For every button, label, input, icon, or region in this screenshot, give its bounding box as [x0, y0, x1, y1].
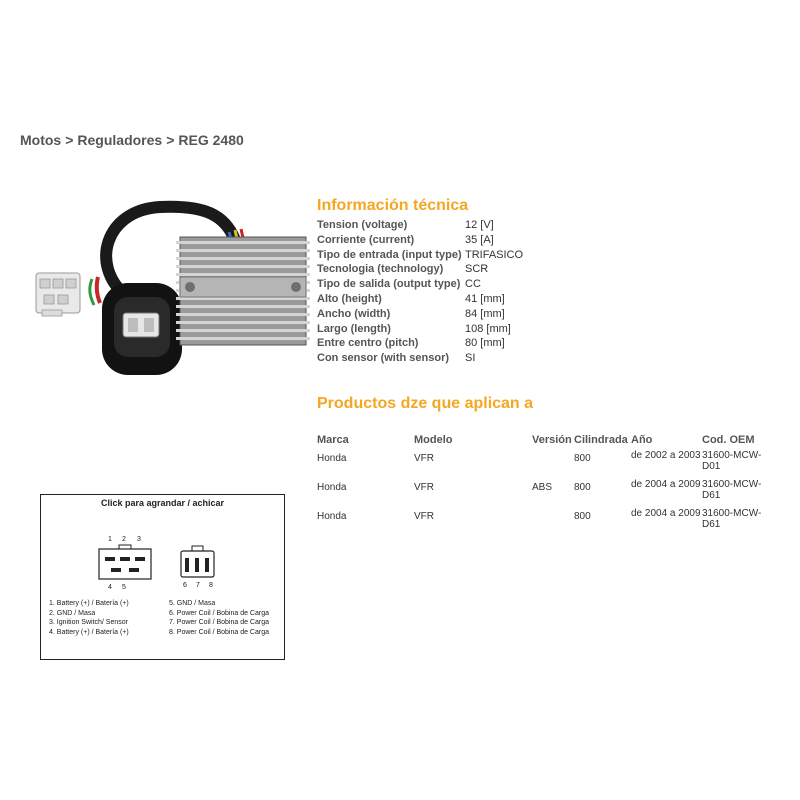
cell-version	[532, 508, 574, 537]
spec-label: Ancho (width)	[317, 307, 391, 320]
spec-label: Tension (voltage)	[317, 219, 408, 231]
spec-label: Corriente (current)	[317, 233, 415, 246]
spec-value: TRIFASICO	[465, 248, 524, 261]
cell-oem: 31600-MCW-D01	[702, 450, 762, 472]
cell-version	[532, 450, 574, 479]
product-image[interactable]	[30, 185, 315, 385]
cell-marca: Honda	[317, 482, 347, 493]
spec-value: 84 [mm]	[465, 307, 505, 320]
breadcrumb-motos[interactable]: Motos	[20, 132, 62, 148]
column-header: Año	[631, 434, 653, 446]
cell-cilindrada: 800	[574, 482, 591, 493]
heatsink-fin	[176, 257, 310, 260]
cell-anio: de 2002 a 2003	[631, 450, 701, 461]
cell-modelo: VFR	[414, 453, 434, 464]
spec-value: 80 [mm]	[465, 337, 505, 350]
pin-label: 4	[108, 584, 112, 591]
spec-row	[317, 277, 523, 292]
cell-anio: de 2004 a 2009	[631, 508, 701, 519]
legend-item: 8. Power Coil / Bobina de Carga	[169, 628, 269, 636]
cell-marca: Honda	[317, 511, 347, 522]
heatsink-fin	[176, 313, 310, 316]
spec-row	[317, 262, 523, 277]
cell-oem: 31600-MCW-D61	[702, 479, 762, 501]
spec-row	[317, 233, 523, 248]
spec-label: Entre centro (pitch)	[317, 337, 419, 350]
spec-row	[317, 248, 523, 263]
spec-value: 12 [V]	[465, 219, 494, 231]
breadcrumb-reguladores[interactable]: Reguladores	[77, 132, 163, 148]
spec-label: Con sensor (with sensor)	[317, 352, 450, 365]
cell-modelo: VFR	[414, 511, 434, 522]
diagram-caption[interactable]: Click para agrandar / achicar	[100, 498, 225, 508]
spec-value: CC	[465, 278, 481, 291]
legend-item: 4. Battery (+) / Batería (+)	[49, 628, 129, 636]
tech-info-title: Información técnica	[317, 197, 469, 214]
spec-label: Largo (length)	[317, 322, 391, 335]
column-header: Cilindrada	[574, 434, 628, 446]
legend-item: 6. Power Coil / Bobina de Carga	[169, 609, 269, 617]
pin-legend-left	[49, 599, 129, 637]
pin-label: 1	[108, 536, 112, 543]
table-row	[317, 450, 772, 479]
breadcrumb	[20, 132, 244, 148]
heatsink-fin	[176, 305, 310, 308]
heatsink-fin	[176, 329, 310, 332]
table-row	[317, 479, 772, 508]
heatsink-fin	[176, 297, 310, 300]
column-header: Marca	[317, 434, 349, 446]
legend-item: 2. GND / Masa	[49, 609, 96, 617]
spec-value: SCR	[465, 263, 489, 276]
pin-label: 6	[183, 582, 187, 589]
legend-item: 7. Power Coil / Bobina de Carga	[169, 619, 269, 626]
cell-oem: 31600-MCW-D61	[702, 508, 762, 530]
breadcrumb-separator: >	[166, 132, 175, 148]
spec-row	[317, 336, 523, 351]
spec-value: 108 [mm]	[465, 322, 511, 335]
spec-row	[317, 292, 523, 307]
spec-value: SI	[465, 352, 476, 365]
heatsink-fin	[176, 337, 310, 340]
pinout-diagram[interactable]	[40, 494, 285, 660]
specs-table	[317, 218, 523, 366]
heatsink-fin	[176, 241, 310, 244]
pin-label: 5	[122, 584, 126, 591]
spec-row	[317, 218, 523, 233]
cell-marca: Honda	[317, 453, 347, 464]
column-header: Cod. OEM	[702, 434, 755, 446]
heatsink-fin	[176, 273, 310, 276]
pin-label: 7	[196, 582, 200, 589]
spec-row	[317, 351, 523, 366]
cell-modelo: VFR	[414, 482, 434, 493]
spec-label: Tecnologia (technology)	[317, 263, 444, 276]
products-title: Productos dze que aplican a	[317, 395, 534, 412]
spec-row	[317, 322, 523, 337]
breadcrumb-separator: >	[65, 132, 74, 148]
pin-label: 8	[209, 582, 213, 589]
column-header: Versión	[532, 434, 572, 446]
pin-legend-right	[169, 599, 269, 637]
spec-label: Tipo de entrada (input type)	[317, 248, 462, 261]
spec-value: 35 [A]	[465, 233, 494, 246]
spec-value: 41 [mm]	[465, 292, 505, 305]
breadcrumb-current: REG 2480	[178, 132, 244, 148]
legend-item: 3. Ignition Switch/ Sensor	[49, 619, 128, 626]
cell-cilindrada: 800	[574, 511, 591, 522]
spec-label: Tipo de salida (output type)	[317, 278, 461, 291]
pin-label: 2	[122, 536, 126, 543]
heatsink-fin	[176, 321, 310, 324]
pin-label: 3	[137, 536, 141, 543]
cell-version: ABS	[532, 482, 553, 493]
heatsink-fin	[176, 265, 310, 268]
table-row	[317, 508, 772, 537]
spec-row	[317, 307, 523, 322]
legend-item: 1. Battery (+) / Batería (+)	[49, 600, 129, 607]
cell-cilindrada: 800	[574, 453, 591, 464]
applications-table	[317, 434, 772, 537]
column-header: Modelo	[414, 434, 453, 446]
cell-anio: de 2004 a 2009	[631, 479, 701, 490]
heatsink-fin	[176, 249, 310, 252]
legend-item: 5. GND / Masa	[169, 600, 216, 607]
spec-label: Alto (height)	[317, 292, 382, 305]
connector-5pin	[99, 549, 151, 579]
